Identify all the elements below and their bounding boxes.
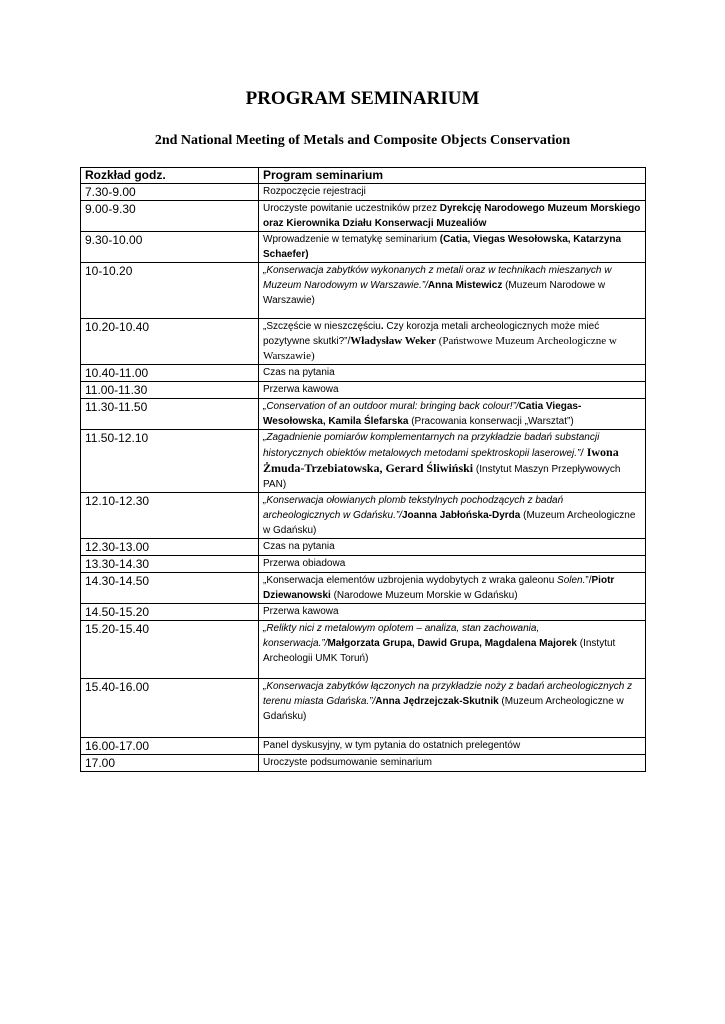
row-time: 11.50-12.10 (81, 430, 259, 493)
row-program (259, 430, 646, 493)
header-time: Rozkład godz. (81, 168, 259, 184)
row-time: 10.20-10.40 (81, 319, 259, 365)
row-time: 14.30-14.50 (81, 573, 259, 604)
program-text-segment: (Catia, Viegas Wesołowska, Katarzyna Schaefer) (263, 234, 622, 260)
program-text-segment: Przerwa obiadowa (263, 558, 346, 569)
program-text-segment: Wprowadzenie w tematykę seminarium (263, 234, 440, 245)
table-row (81, 430, 646, 493)
program-text-segment: Anna Jędrzejczak-Skutnik (375, 696, 499, 707)
program-text-segment: Czy korozja metali archeologicznych może mieć pozytywne skutki?”/ (263, 321, 600, 347)
row-time: 12.10-12.30 (81, 493, 259, 539)
table-row (81, 621, 646, 679)
row-time: 7.30-9.00 (81, 184, 259, 201)
row-program (259, 755, 646, 772)
program-text-segment: (Instytut Maszyn Przepływowych PAN) (263, 464, 621, 490)
program-text-segment: (Instytut Archeologii UMK Toruń) (263, 638, 616, 664)
program-text-segment: (Narodowe Muzeum Morskie w Gdańsku) (330, 590, 518, 601)
row-program (259, 399, 646, 430)
row-time: 11.00-11.30 (81, 382, 259, 399)
row-time: 16.00-17.00 (81, 738, 259, 755)
table-row (81, 382, 646, 399)
row-time: 15.20-15.40 (81, 621, 259, 679)
row-program (259, 319, 646, 365)
program-text-segment: (Państwowe Muzeum Archeologiczne w Warszawie) (263, 335, 617, 362)
program-text-segment: (Muzeum Narodowe w Warszawie) (263, 280, 606, 306)
table-row (81, 539, 646, 556)
row-program (259, 263, 646, 319)
program-text-segment: „Relikty nici z metalowym oplotem – analiza, stan zachowania, konserwacja.”/ (263, 623, 540, 649)
page-subtitle: 2nd National Meeting of Metals and Composite Objects Conservation (154, 133, 571, 148)
row-program (259, 382, 646, 399)
program-text-segment: (Muzeum Archeologiczne w Gdańsku) (263, 696, 624, 722)
table-header-row (81, 168, 646, 184)
program-text-segment: „Conservation of an outdoor mural: bringing back colour!”/ (263, 401, 519, 412)
program-text-segment: Małgorzata Grupa, Dawid Grupa, Magdalena Majorek (327, 638, 577, 649)
program-text-segment: „Zagadnienie pomiarów komplementarnych na przykładzie badań substancji historycznych obiektów metalowych metodami spektroskopii laserowej.” (263, 432, 600, 459)
table-row (81, 679, 646, 738)
program-text-segment: „Konserwacja elementów uzbrojenia wydobytych z wraka galeonu (263, 575, 558, 586)
table-row (81, 399, 646, 430)
program-text-segment: Czas na pytania (263, 541, 335, 552)
table-row (81, 604, 646, 621)
table-row (81, 201, 646, 232)
row-program (259, 738, 646, 755)
table-row (81, 738, 646, 755)
table-row (81, 184, 646, 201)
table-row (81, 263, 646, 319)
program-text-segment: Solen. (557, 575, 586, 586)
row-program (259, 539, 646, 556)
program-text-segment: Przerwa kawowa (263, 606, 339, 617)
table-row (81, 755, 646, 772)
row-program (259, 621, 646, 679)
row-time: 9.00-9.30 (81, 201, 259, 232)
row-program (259, 493, 646, 539)
header-program: Program seminarium (259, 168, 646, 184)
row-program (259, 232, 646, 263)
program-text-segment: (Muzeum Archeologiczne w Gdańsku) (263, 510, 636, 536)
table-row (81, 365, 646, 382)
program-text-segment: Dyrekcję Narodowego Muzeum Morskiego oraz Kierownika Działu Konserwacji Muzealiów (263, 203, 641, 229)
row-program (259, 184, 646, 201)
program-text-segment: Władysław Weker (350, 335, 436, 347)
table-row (81, 232, 646, 263)
program-text-segment: Panel dyskusyjny, w tym pytania do ostatnich prelegentów (263, 740, 521, 751)
row-time: 15.40-16.00 (81, 679, 259, 738)
program-text-segment: „Konserwacja ołowianych plomb tekstylnych pochodzących z badań archeologicznych w Gdańsku.”/ (263, 495, 564, 521)
table-row (81, 556, 646, 573)
program-text-segment: Uroczyste podsumowanie seminarium (263, 757, 432, 768)
page-title: PROGRAM SEMINARIUM (245, 88, 480, 109)
row-program (259, 573, 646, 604)
row-program (259, 679, 646, 738)
program-text-segment: Rozpoczęcie rejestracji (263, 186, 366, 197)
program-text-segment: „Konserwacja zabytków wykonanych z metali oraz w technikach mieszanych w Muzeum Narodowym w Warszawie.”/ (263, 265, 612, 291)
row-program (259, 201, 646, 232)
program-text-segment: . (380, 321, 384, 332)
table-row (81, 319, 646, 365)
program-table (80, 167, 646, 772)
row-time: 10-10.20 (81, 263, 259, 319)
row-time: 9.30-10.00 (81, 232, 259, 263)
row-time: 13.30-14.30 (81, 556, 259, 573)
program-text-segment: Piotr Dziewanowski (263, 575, 615, 601)
program-text-segment: „Konserwacja zabytków łączonych na przykładzie noży z badań archeologicznych z terenu miasta Gdańska.”/ (263, 681, 633, 707)
table-row (81, 493, 646, 539)
program-text-segment: ”/ (585, 575, 592, 586)
table-row (81, 573, 646, 604)
row-time: 14.50-15.20 (81, 604, 259, 621)
program-text-segment: Anna Mistewicz (427, 280, 503, 291)
program-text-segment: / Iwona Żmuda-Trzebiatowska, Gerard Śliwiński (263, 445, 619, 475)
row-time: 17.00 (81, 755, 259, 772)
program-text-segment: Uroczyste powitanie uczestników przez (263, 203, 440, 214)
row-program (259, 556, 646, 573)
program-text-segment: (Pracowania konserwacji „Warsztat”) (408, 416, 574, 427)
program-rows (81, 184, 646, 772)
row-program (259, 604, 646, 621)
row-time: 10.40-11.00 (81, 365, 259, 382)
program-text-segment: Przerwa kawowa (263, 384, 339, 395)
program-text-segment: Joanna Jabłońska-Dyrda (401, 510, 521, 521)
row-time: 11.30-11.50 (81, 399, 259, 430)
row-time: 12.30-13.00 (81, 539, 259, 556)
program-text-segment: Czas na pytania (263, 367, 335, 378)
row-program (259, 365, 646, 382)
program-text-segment: Catia Viegas-Wesołowska, Kamila Ślefarska (263, 401, 582, 427)
program-text-segment: „Szczęście w nieszczęściu (263, 321, 381, 332)
